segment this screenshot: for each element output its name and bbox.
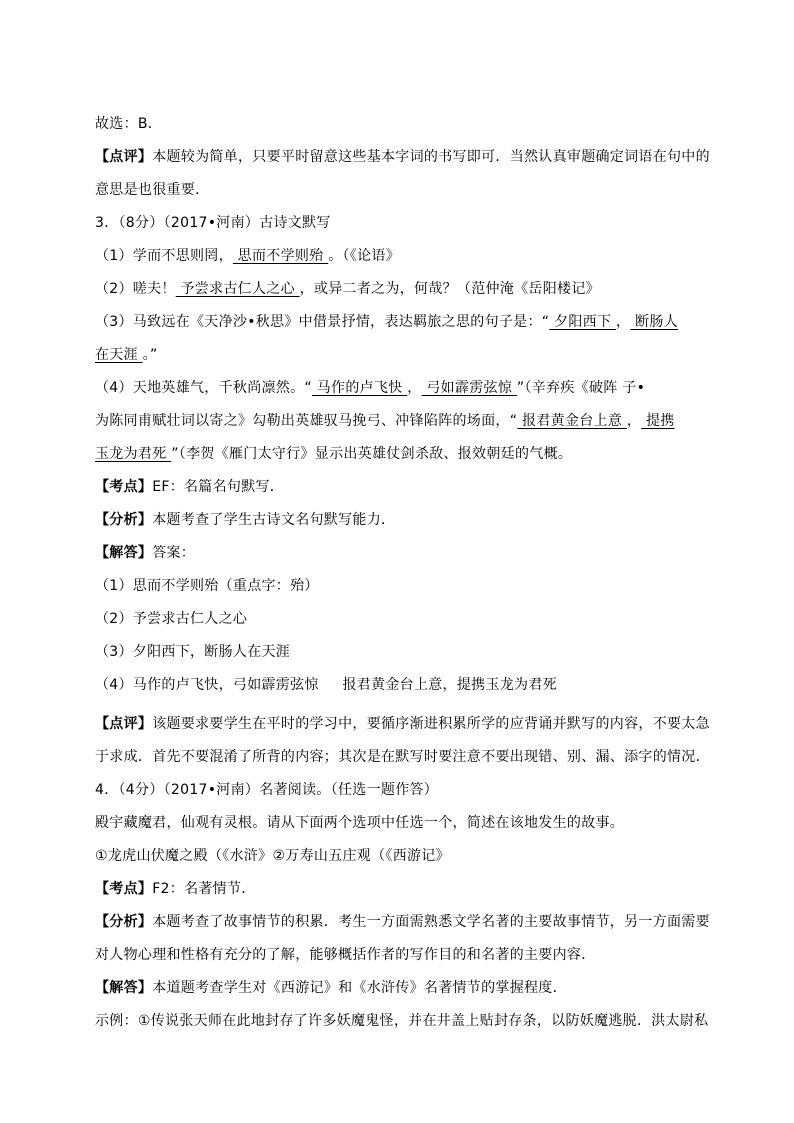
text-span: F2：名著情节． [152,881,256,897]
kaodian-label: 【考点】 [95,881,153,897]
text-span: ， [626,413,642,429]
question-heading: 3．（8分）（2017•河南）古诗文默写 [95,215,331,231]
text-span: ，或异二者之为，何哉？（范仲淹《岳阳楼记》 [299,281,600,297]
text-span: ①龙虎山伏魔之殿（《水浒》②万寿山五庄观（《西游记》 [95,848,450,864]
text-line [95,1011,709,1031]
text-span: 。（《论语》 [328,248,401,264]
text-span: ， [407,380,422,396]
text-line [95,180,705,200]
comment-text: 本题较为简单，只要平时留意这些基本字词的书写即可．当然认真审题确定词语在句中的 [152,149,710,165]
fenxi-line [95,510,705,530]
fenxi-label: 【分析】 [95,512,153,528]
kaodian-line [95,879,705,899]
answer-line [95,609,705,629]
text-span: ”（李贺《雁门太守行》显示出英雄仗剑杀敌、报效朝廷的气概。 [171,446,573,462]
answer-blank: 思而不学则殆 [232,248,329,264]
text-line [95,846,705,866]
comment-label: 【点评】 [95,149,153,165]
question-heading: 4．（4分）（2017•河南）名著阅读。（任选一题作答） [95,782,439,798]
answer-line [95,576,705,596]
text-span: 本题考查了故事情节的积累．考生一方面需熟悉文学名著的主要故事情节，另一方面需要 [152,914,710,930]
comment-line [95,714,710,734]
answer-blank: 断肠人 [630,314,678,330]
text-line [95,444,705,464]
text-span: （1）思而不学则殆（重点字：殆） [95,578,319,594]
answer-line [95,675,705,695]
text-span: 对人物心理和性格有充分的了解，能够概括作者的写作目的和名著的主要内容． [95,947,596,963]
text-span: （3）夕阳西下，断肠人在天涯 [95,644,291,660]
text-span: （1）学而不思则罔， [95,248,233,264]
text-span: 示例：①传说张天师在此地封存了许多妖魔鬼怪，并在井盖上贴封存条，以防妖魔逃脱．洪太尉私 [95,1013,709,1029]
answer-blank: 夕阳西下 [549,314,617,330]
text-span: 本道题考查学生对《西游记》和《水浒传》名著情节的掌握程度． [152,980,567,996]
text-span: （2）予尝求古仁人之心 [95,611,248,627]
question-title [95,213,705,233]
text-span: 于求成．首先不要混淆了所背的内容；其次是在默写时要注意不要出现错、别、漏、添字的情况． [95,749,710,765]
text-span: （4）马作的卢飞快，弓如霹雳弦惊 报君黄金台上意，提携玉龙为君死 [95,677,557,693]
text-line [95,114,705,134]
answer-blank: 弓如霹雳弦惊 [421,380,517,396]
text-span: （3）马致远在《天净沙•秋思》中借景抒情，表达羁旅之思的句子是：“ [95,314,550,330]
jieda-line [95,543,705,563]
answer-blank: 予尝求古仁人之心 [175,281,300,297]
jieda-label: 【解答】 [95,980,153,996]
text-line [95,279,705,299]
comment-text: 意思是也很重要． [95,182,210,198]
fenxi-line [95,912,710,932]
text-line [95,747,710,767]
text-line [95,945,705,965]
text-line [95,411,705,431]
text-span: ， [616,314,631,330]
answer-blank: 马作的卢飞快 [311,380,408,396]
text-span: （2）嗟夫！ [95,281,176,297]
text-span: 本题考查了学生古诗文名句默写能力． [152,512,396,528]
text-span: （4）天地英雄气，千秋尚凛然。“ [95,380,312,396]
text-line [95,378,705,398]
answer-blank: 玉龙为君死 [95,446,172,462]
question-title [95,780,705,800]
text-span: 答案： [152,545,196,561]
answer-blank: 在天涯 [95,347,143,363]
jieda-line [95,978,705,998]
jieda-label: 【解答】 [95,545,153,561]
text-span: EF：名篇名句默写． [152,479,285,495]
kaodian-line [95,477,705,497]
text-line [95,246,705,266]
text-span: ”（辛弃疾《破阵 子• [516,380,646,396]
kaodian-label: 【考点】 [95,479,153,495]
answer-blank: 提携 [641,413,675,429]
fenxi-label: 【分析】 [95,914,153,930]
answer-line [95,642,705,662]
answer-choice: 故选：B． [95,116,163,132]
text-span: 该题要求要学生在平时的学习中，要循序渐进积累所学的应背诵并默写的内容，不要太急 [152,716,710,732]
text-line [95,312,705,332]
text-line [95,813,705,833]
text-line [95,345,705,365]
answer-blank: 报君黄金台上意 [517,413,627,429]
text-span: 殿宇藏魔君，仙观有灵根。请从下面两个选项中任选一个，简述在该地发生的故事。 [95,815,625,831]
text-span: 为陈同甫赋壮词以寄之》勾勒出英雄驭马挽弓、冲锋陷阵的场面，“ [95,413,518,429]
comment-label: 【点评】 [95,716,153,732]
text-span: 。” [142,347,158,363]
comment-line [95,147,710,167]
